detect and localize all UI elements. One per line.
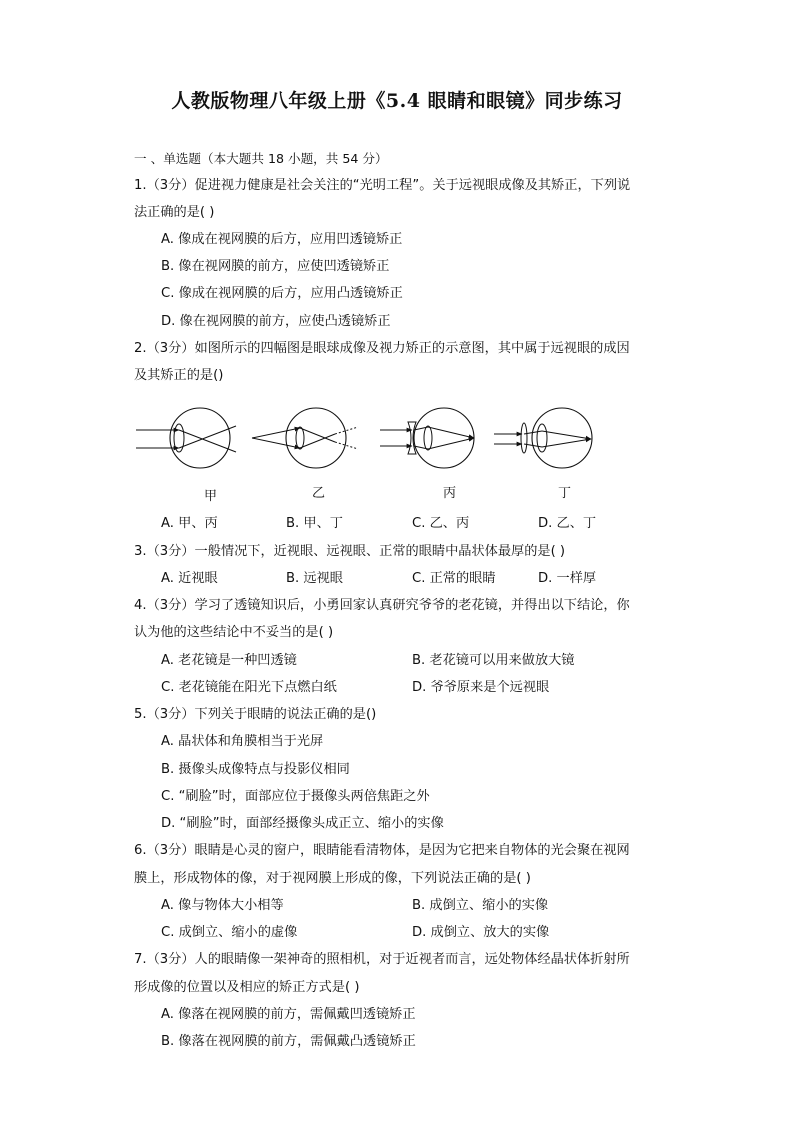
question-7-option-b: B. 像落在视网膜的前方，需佩戴凸透镜矫正 bbox=[161, 1034, 416, 1049]
eye-diagram-yi bbox=[252, 408, 358, 468]
question-5-option-b: B. 摄像头成像特点与投影仪相同 bbox=[161, 762, 350, 777]
question-4-option-b: B. 老花镜可以用来做放大镜 bbox=[412, 653, 575, 668]
eye-diagram-label-jia: 甲 bbox=[204, 489, 218, 504]
question-1-option-d: D. 像在视网膜的前方，应使凸透镜矫正 bbox=[161, 314, 391, 329]
question-1-option-c: C. 像成在视网膜的后方，应用凸透镜矫正 bbox=[161, 286, 403, 301]
question-1-stem-line2: 法正确的是( ) bbox=[134, 205, 215, 220]
question-2-option-a: A. 甲、丙 bbox=[161, 516, 218, 531]
question-3-option-a: A. 近视眼 bbox=[161, 571, 218, 586]
question-4-option-a: A. 老花镜是一种凹透镜 bbox=[161, 653, 297, 668]
question-3-option-c: C. 正常的眼睛 bbox=[412, 571, 496, 586]
document-title: 人教版物理八年级上册《5.4 眼睛和眼镜》同步练习 bbox=[171, 90, 623, 112]
question-4-option-c: C. 老花镜能在阳光下点燃白纸 bbox=[161, 680, 337, 695]
question-2-option-b: B. 甲、丁 bbox=[286, 516, 343, 531]
section-heading: 一 、单选题（本大题共 18 小题，共 54 分） bbox=[134, 151, 388, 166]
question-1-option-a: A. 像成在视网膜的后方，应用凹透镜矫正 bbox=[161, 232, 403, 247]
question-3-option-b: B. 远视眼 bbox=[286, 571, 343, 586]
eye-diagram-label-yi: 乙 bbox=[312, 486, 326, 501]
question-3-stem: 3.（3分）一般情况下，近视眼、远视眼、正常的眼睛中晶状体最厚的是( ) bbox=[134, 544, 566, 559]
question-3-option-d: D. 一样厚 bbox=[538, 571, 597, 586]
question-2-option-c: C. 乙、丙 bbox=[412, 516, 470, 531]
question-7-option-a: A. 像落在视网膜的前方，需佩戴凹透镜矫正 bbox=[161, 1007, 416, 1022]
question-4-option-d: D. 爷爷原来是个远视眼 bbox=[412, 680, 550, 695]
question-2-stem-line1: 2.（3分）如图所示的四幅图是眼球成像及视力矫正的示意图，其中属于远视眼的成因 bbox=[134, 341, 630, 356]
question-6-option-d: D. 成倒立、放大的实像 bbox=[412, 925, 550, 940]
question-6-option-b: B. 成倒立、缩小的实像 bbox=[412, 898, 549, 913]
question-6-option-a: A. 像与物体大小相等 bbox=[161, 898, 284, 913]
question-5-option-c: C. “刷脸”时，面部应位于摄像头两倍焦距之外 bbox=[161, 789, 430, 804]
question-6-stem-line1: 6.（3分）眼睛是心灵的窗户，眼睛能看清物体，是因为它把来自物体的光会聚在视网 bbox=[134, 843, 630, 858]
question-2-option-d: D. 乙、丁 bbox=[538, 516, 597, 531]
eye-diagram-figure bbox=[130, 404, 610, 506]
question-4-stem-line1: 4.（3分）学习了透镜知识后，小勇回家认真研究爷爷的老花镜，并得出以下结论，你 bbox=[134, 598, 630, 613]
question-5-option-d: D. “刷脸”时，面部经摄像头成正立、缩小的实像 bbox=[161, 816, 444, 831]
question-7-stem-line1: 7.（3分）人的眼睛像一架神奇的照相机，对于近视者而言，远处物体经晶状体折射所 bbox=[134, 952, 630, 967]
eye-diagram-bing bbox=[380, 408, 474, 468]
question-1-option-b: B. 像在视网膜的前方，应使凹透镜矫正 bbox=[161, 259, 390, 274]
question-2-stem-line2: 及其矫正的是() bbox=[134, 368, 224, 383]
question-7-stem-line2: 形成像的位置以及相应的矫正方式是( ) bbox=[134, 980, 360, 995]
question-5-option-a: A. 晶状体和角膜相当于光屏 bbox=[161, 734, 324, 749]
eye-diagram-label-ding: 丁 bbox=[558, 486, 572, 501]
question-6-option-c: C. 成倒立、缩小的虚像 bbox=[161, 925, 298, 940]
question-5-stem: 5.（3分）下列关于眼睛的说法正确的是() bbox=[134, 707, 377, 722]
eye-diagram-label-bing: 丙 bbox=[443, 486, 457, 501]
question-4-stem-line2: 认为他的这些结论中不妥当的是( ) bbox=[134, 625, 334, 640]
question-1-stem-line1: 1.（3分）促进视力健康是社会关注的“光明工程”。关于远视眼成像及其矫正，下列说 bbox=[134, 178, 631, 193]
eye-diagram-jia bbox=[136, 408, 236, 468]
eye-diagram-ding bbox=[494, 408, 592, 468]
question-6-stem-line2: 膜上，形成物体的像，对于视网膜上形成的像，下列说法正确的是( ) bbox=[134, 871, 531, 886]
